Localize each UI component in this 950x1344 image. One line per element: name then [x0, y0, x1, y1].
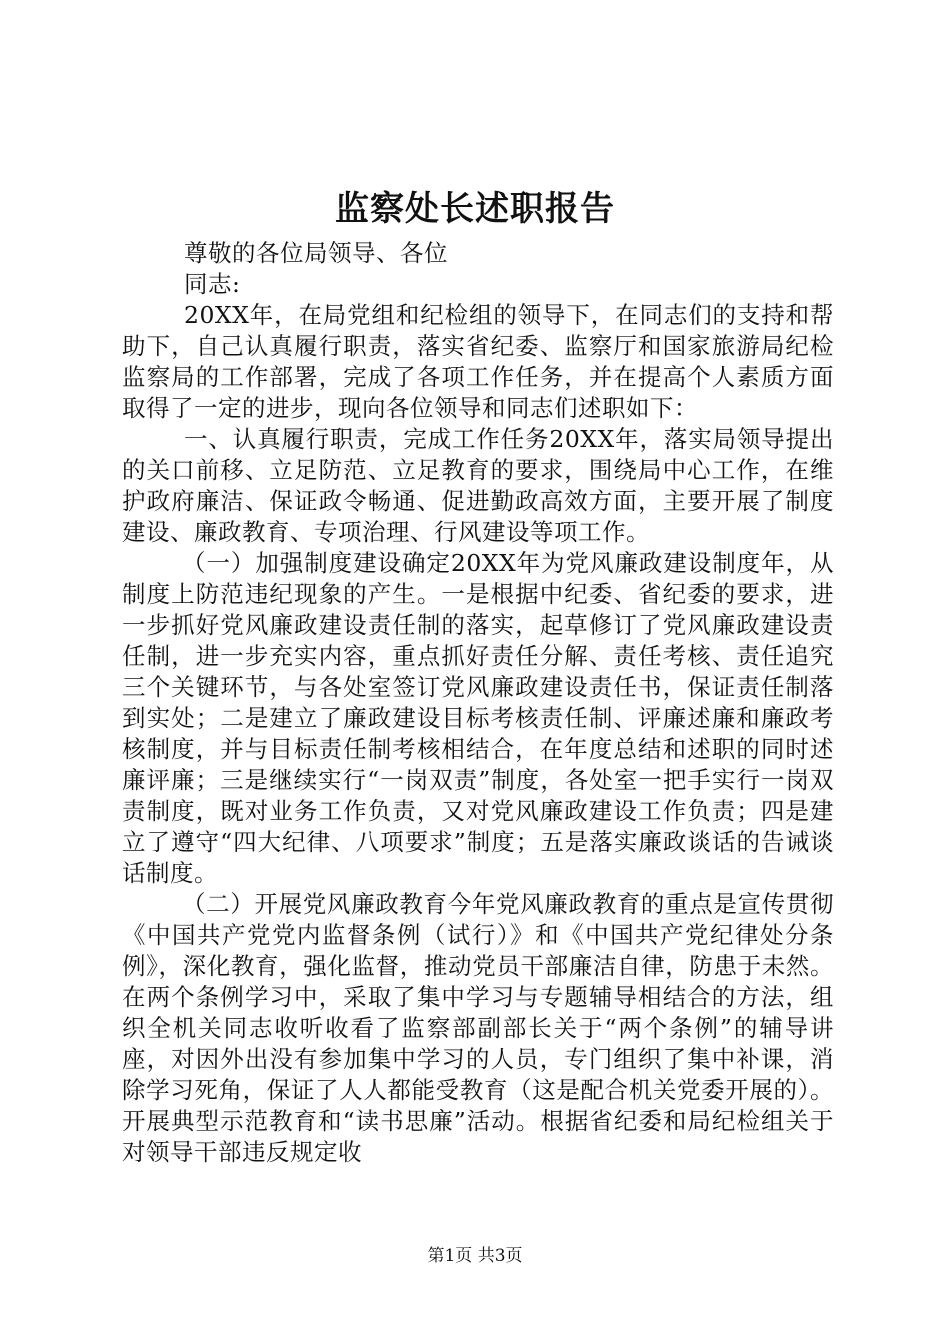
- salutation-line-1: 尊敬的各位局领导、各位: [184, 239, 448, 267]
- paragraph-intro: 20XX年，在局党组和纪检组的领导下，在同志们的支持和帮助下，自己认真履行职责，落实省纪委、监察厅和国家旅游局纪检监察局的工作部署，完成了各项工作任务，并在提高个人素质方面取得了一定的进步，现向各位领导和同志们述职如下：: [122, 301, 834, 422]
- salutation-line-2: 同志:: [184, 270, 241, 298]
- paragraph-subsection-1: （一）加强制度建设确定20XX年为党风廉政建设制度年，从制度上防范违纪现象的产生。一是根据中纪委、省纪委的要求，进一步抓好党风廉政建设责任制的落实，起草修订了党风廉政建设责任制，进一步充实内容，重点抓好责任分解、责任考核、责任追究三个关键环节，与各处室签订党风廉政建设责任书，保证责任制落到实处；二是建立了廉政建设目标考核责任制、评廉述廉和廉政考核制度，并与目标责任制考核相结合，在年度总结和述职的同时述廉评廉；三是继续实行“一岗双责”制度，各处室一把手实行一岗双责制度，既对业务工作负责，又对党风廉政建设工作负责；四是建立了遵守“四大纪律、八项要求”制度；五是落实廉政谈话的告诫谈话制度。: [122, 549, 834, 887]
- page-footer: 第1页 共3页: [427, 1246, 523, 1266]
- document-body: [122, 238, 834, 1168]
- paragraph-section-1: 一、认真履行职责，完成工作任务20XX年，落实局领导提出的关口前移、立足防范、立足教育的要求，围绕局中心工作，在维护政府廉洁、保证政令畅通、促进勤政高效方面，主要开展了制度建设、廉政教育、专项治理、行风建设等项工作。: [122, 425, 834, 546]
- document-title: 监察处长述职报告: [335, 189, 615, 229]
- paragraph-subsection-2: （二）开展党风廉政教育今年党风廉政教育的重点是宣传贯彻《中国共产党党内监督条例（试行）》和《中国共产党纪律处分条例》，深化教育，强化监督，推动党员干部廉洁自律，防患于未然。在两个条例学习中，采取了集中学习与专题辅导相结合的方法，组织全机关同志收听收看了监察部副部长关于“两个条例”的辅导讲座，对因外出没有参加集中学习的人员，专门组织了集中补课，消除学习死角，保证了人人都能受教育（这是配合机关党委开展的）。开展典型示范教育和“读书思廉”活动。根据省纪委和局纪检组关于对领导干部违反规定收: [122, 890, 834, 1166]
